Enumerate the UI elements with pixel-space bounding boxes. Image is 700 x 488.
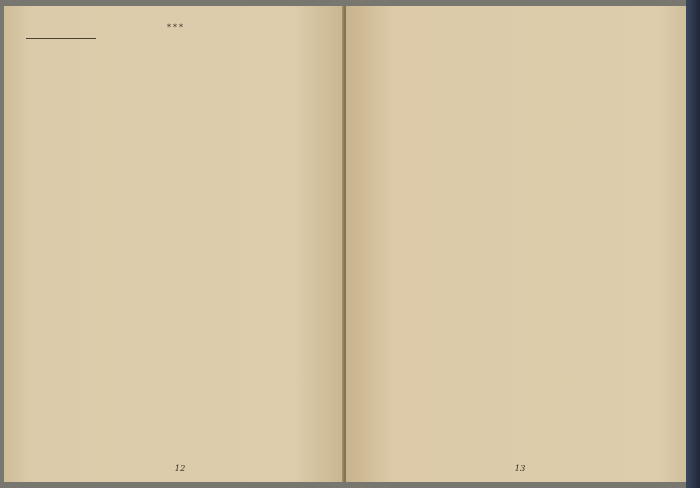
section-divider: *** <box>167 23 185 32</box>
left-page-text <box>26 22 326 34</box>
right-page <box>346 6 686 482</box>
left-page <box>4 6 344 482</box>
page-number-right: 13 <box>514 464 526 474</box>
page-number-left: 12 <box>174 464 186 474</box>
footnote-rule <box>26 38 96 39</box>
book-cover-edge <box>686 0 700 488</box>
